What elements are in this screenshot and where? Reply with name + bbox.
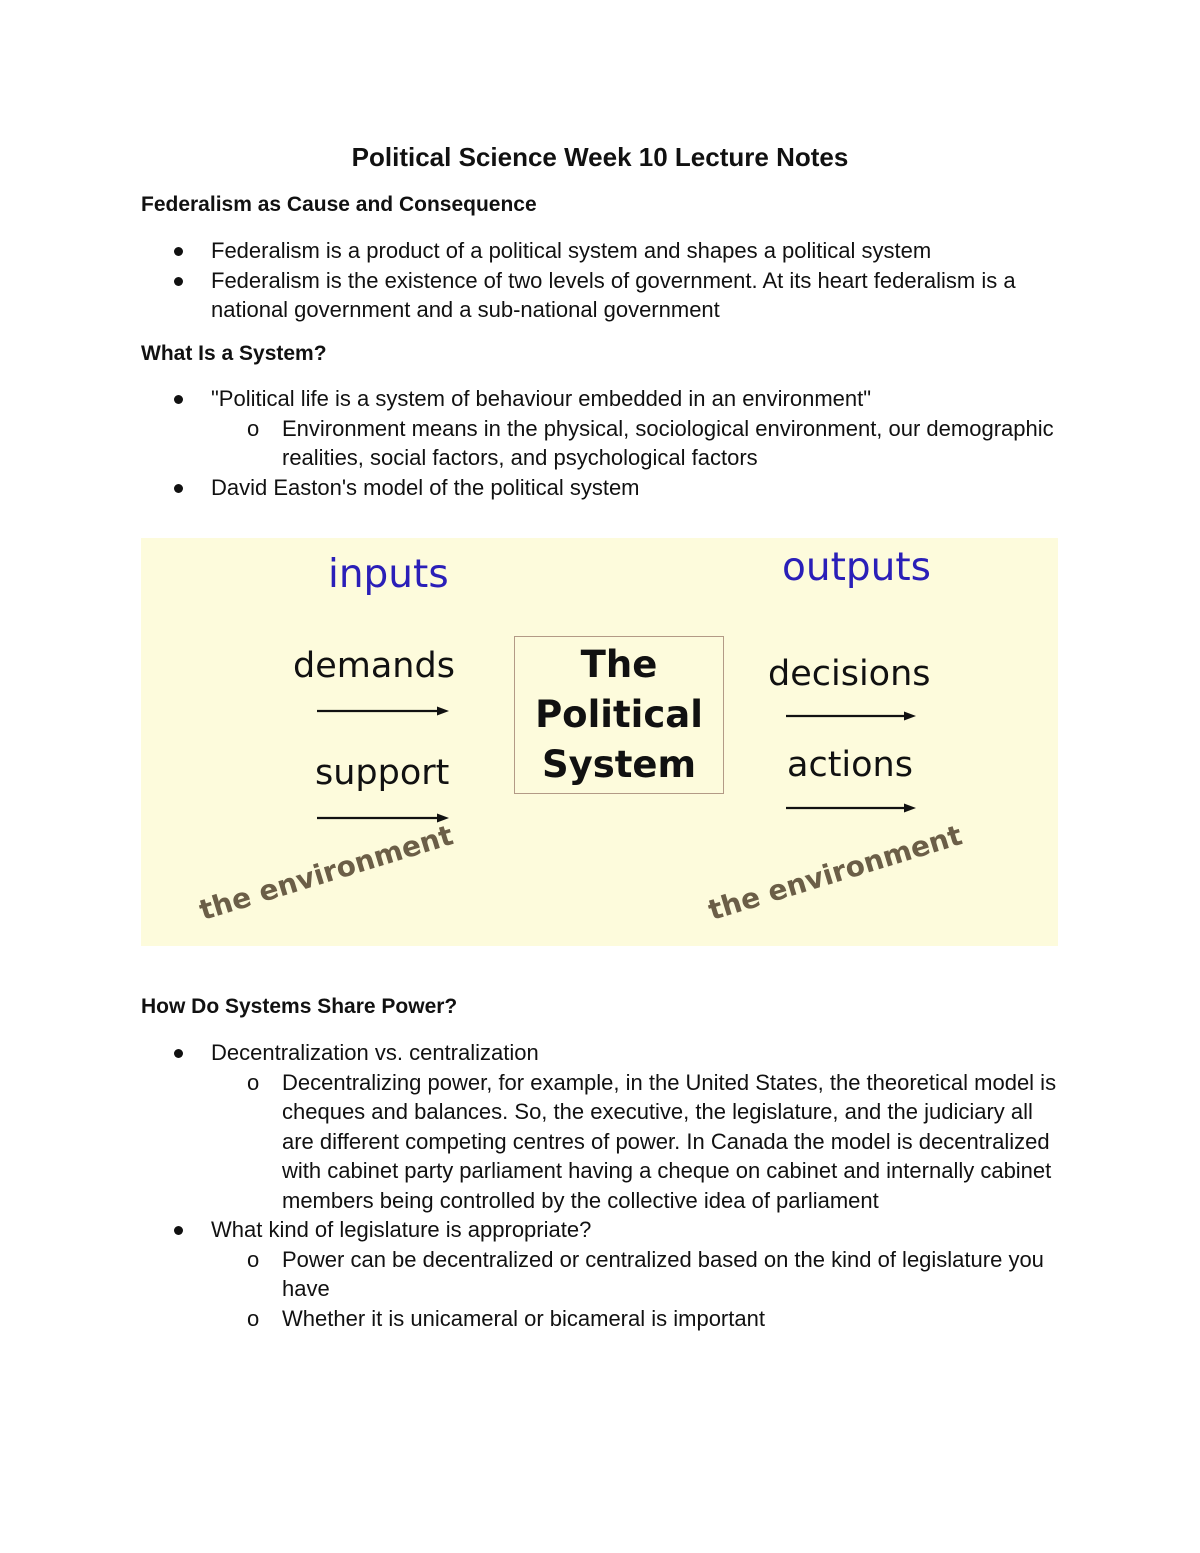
list-item-sub bbox=[0, 1068, 1066, 1216]
federalism-list bbox=[0, 236, 1200, 325]
section-heading-system: What Is a System? bbox=[141, 342, 327, 365]
system-line-2: Political bbox=[535, 693, 703, 736]
list-item-text: David Easton's model of the political system bbox=[211, 474, 640, 500]
list-item-text: What kind of legislature is appropriate? bbox=[211, 1217, 592, 1242]
bullet-icon bbox=[174, 395, 183, 404]
list-item bbox=[0, 266, 1066, 325]
list-item bbox=[0, 1038, 1066, 1068]
section-heading-power: How Do Systems Share Power? bbox=[141, 995, 458, 1018]
list-item bbox=[0, 1215, 1066, 1245]
easton-model-diagram bbox=[141, 538, 1058, 946]
list-item-sub bbox=[0, 1245, 1066, 1304]
page-title: Political Science Week 10 Lecture Notes bbox=[351, 142, 849, 172]
support-label: support bbox=[315, 753, 450, 793]
demands-label: demands bbox=[293, 646, 455, 686]
bullet-icon bbox=[174, 1226, 183, 1235]
sub-bullet-icon: o bbox=[247, 1246, 260, 1272]
system-line-3: System bbox=[541, 743, 697, 786]
sub-bullet-icon: o bbox=[247, 1305, 260, 1331]
decisions-label: decisions bbox=[768, 654, 931, 694]
list-item-text: Decentralization vs. centralization bbox=[211, 1040, 539, 1065]
actions-label: actions bbox=[787, 745, 913, 785]
list-item-text: "Political life is a system of behaviour embedded in an environment" bbox=[211, 386, 872, 411]
bullet-icon bbox=[174, 1049, 183, 1058]
inputs-label: inputs bbox=[328, 552, 449, 597]
demands-arrow-icon bbox=[317, 704, 449, 718]
bullet-icon bbox=[174, 484, 183, 493]
outputs-label: outputs bbox=[782, 545, 931, 590]
list-item-text: Power can be decentralized or centralized based on the kind of legislature you have bbox=[282, 1246, 1044, 1301]
bullet-icon bbox=[174, 277, 183, 286]
list-item-sub bbox=[0, 414, 1066, 473]
actions-arrow-icon bbox=[786, 801, 916, 815]
list-item-text: Whether it is unicameral or bicameral is important bbox=[282, 1305, 765, 1331]
list-item bbox=[0, 473, 1066, 503]
power-list bbox=[0, 1038, 1200, 1333]
list-item-text: Federalism is the existence of two levels of government. At its heart federalism is a national government and a sub-national government bbox=[211, 267, 1016, 322]
decisions-arrow-icon bbox=[786, 709, 916, 723]
environment-label-right: the environment bbox=[704, 818, 966, 927]
list-item-text: Environment means in the physical, sociological environment, our demographic realities, social factors, and psychological factors bbox=[282, 415, 1054, 470]
section-heading-federalism: Federalism as Cause and Consequence bbox=[141, 193, 537, 216]
political-system-box bbox=[514, 636, 724, 794]
list-item-sub bbox=[0, 1304, 1066, 1334]
list-item-text: Federalism is a product of a political system and shapes a political system bbox=[211, 238, 932, 263]
list-item-text: Decentralizing power, for example, in the United States, the theoretical model is cheques and balances. So, the executive, the legislature, and the judiciary all are different competing centres of power. In Canada the model is decentralized with cabinet party parliament having a cheque on cabinet and internally cabinet members being controlled by the collective idea of parliament bbox=[282, 1069, 1057, 1213]
bullet-icon bbox=[174, 247, 183, 256]
sub-bullet-icon: o bbox=[247, 415, 260, 441]
sub-bullet-icon: o bbox=[247, 1069, 260, 1095]
environment-label-left: the environment bbox=[195, 818, 457, 927]
list-item bbox=[0, 236, 1066, 266]
list-item bbox=[0, 384, 1066, 414]
system-list bbox=[0, 384, 1200, 502]
system-line-1: The bbox=[580, 643, 658, 686]
